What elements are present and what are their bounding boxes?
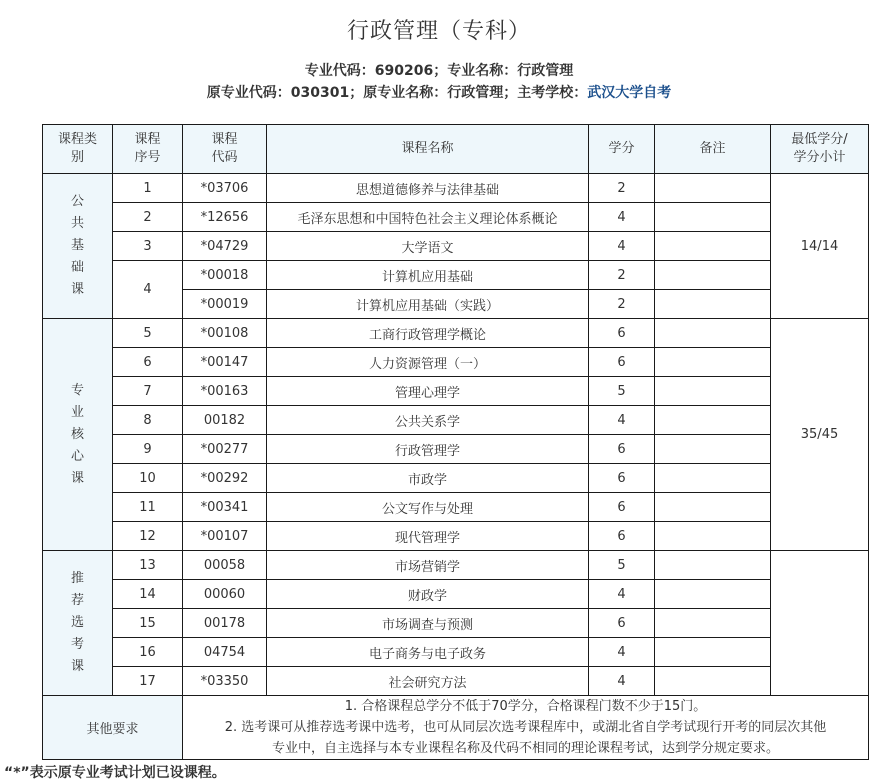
major-name-label: ；专业名称： [433,63,518,79]
original-code: 030301 [290,85,350,101]
group-subtotal: 14/14 [771,174,869,319]
table-row [43,261,869,290]
original-code-label: 原专业代码： [206,85,291,101]
course-remark [655,464,771,493]
group-subtotal [771,551,869,696]
course-remark [655,203,771,232]
course-name: 工商行政管理学概论 [267,319,589,348]
major-info-line [0,60,878,80]
separator: ； [503,85,518,101]
course-remark [655,638,771,667]
category-public-basic: 公 共 基 础 课 [43,174,113,319]
group-subtotal: 35/45 [771,319,869,551]
course-credit: 2 [589,174,655,203]
course-code: *00292 [183,464,267,493]
table-row [43,464,869,493]
page-title: 行政管理（专科） [346,19,531,44]
major-name: 行政管理 [517,63,574,79]
header-min-credit: 最低学分/ 学分小计 [771,125,869,174]
category-recommended-elective: 推 荐 选 考 课 [43,551,113,696]
table-row [43,551,869,580]
course-code: 00058 [183,551,267,580]
course-name: 毛泽东思想和中国特色社会主义理论体系概论 [267,203,589,232]
table-row [43,522,869,551]
course-credit: 6 [589,464,655,493]
course-remark [655,493,771,522]
course-remark [655,435,771,464]
course-code: 04754 [183,638,267,667]
table-row [43,638,869,667]
course-remark [655,377,771,406]
table-row [43,406,869,435]
course-code: *00147 [183,348,267,377]
course-code: 00178 [183,609,267,638]
course-seq: 3 [113,232,183,261]
course-code: *00163 [183,377,267,406]
course-name: 市场调查与预测 [267,609,589,638]
course-remark [655,232,771,261]
other-requirements-label: 其他要求 [43,696,183,760]
course-code: *00107 [183,522,267,551]
course-credit: 6 [589,522,655,551]
course-name: 大学语文 [267,232,589,261]
course-credit: 6 [589,609,655,638]
course-name: 公文写作与处理 [267,493,589,522]
course-code: *03706 [183,174,267,203]
course-seq: 14 [113,580,183,609]
course-remark [655,406,771,435]
course-seq: 8 [113,406,183,435]
course-credit: 4 [589,667,655,696]
table-row [43,435,869,464]
course-name: 现代管理学 [267,522,589,551]
course-code: 00060 [183,580,267,609]
header-category: 课程类 别 [43,125,113,174]
course-remark [655,319,771,348]
course-seq: 16 [113,638,183,667]
course-name: 市政学 [267,464,589,493]
course-credit: 6 [589,348,655,377]
table-row [43,580,869,609]
header-credit: 学分 [589,125,655,174]
course-remark [655,551,771,580]
course-credit: 5 [589,551,655,580]
course-name: 计算机应用基础 [267,261,589,290]
header-seq: 课程 序号 [113,125,183,174]
course-name: 计算机应用基础（实践） [267,290,589,319]
school-link[interactable]: 武汉大学自考 [587,85,672,101]
course-remark [655,522,771,551]
table-row [43,609,869,638]
original-name: 行政管理 [447,85,504,101]
course-seq: 15 [113,609,183,638]
course-credit: 4 [589,203,655,232]
course-remark [655,348,771,377]
header-name: 课程名称 [267,125,589,174]
header-code: 课程 代码 [183,125,267,174]
course-seq: 2 [113,203,183,232]
course-seq: 1 [113,174,183,203]
course-credit: 6 [589,435,655,464]
table-row [43,377,869,406]
course-credit: 6 [589,493,655,522]
course-seq: 17 [113,667,183,696]
course-name: 社会研究方法 [267,667,589,696]
requirement-line-3: 专业中，自主选择与本专业课程名称及代码不相同的理论课程考试，达到学分规定要求。 [271,741,779,756]
course-code: *12656 [183,203,267,232]
school-label: 主考学校： [517,85,588,101]
course-code: *03350 [183,667,267,696]
course-seq: 4 [113,261,183,319]
course-remark [655,580,771,609]
course-code: 00182 [183,406,267,435]
table-row [43,203,869,232]
course-remark [655,290,771,319]
requirement-line-2: 2. 选考课可从推荐选考课中选考，也可从同层次选考课程库中，或湖北省自学考试现行开考的同层次其他 [224,720,827,735]
course-seq: 7 [113,377,183,406]
course-code: *00018 [183,261,267,290]
course-seq: 10 [113,464,183,493]
course-remark [655,261,771,290]
course-name: 人力资源管理（一） [267,348,589,377]
course-seq: 5 [113,319,183,348]
course-seq: 6 [113,348,183,377]
course-name: 行政管理学 [267,435,589,464]
course-seq: 12 [113,522,183,551]
course-name: 电子商务与电子政务 [267,638,589,667]
other-requirements-row [43,696,869,760]
course-remark [655,609,771,638]
table-row [43,319,869,348]
course-remark [655,667,771,696]
table-row [43,232,869,261]
course-name: 公共关系学 [267,406,589,435]
table-row [43,667,869,696]
course-code: *00019 [183,290,267,319]
course-code: *04729 [183,232,267,261]
course-remark [655,174,771,203]
course-credit: 4 [589,232,655,261]
course-credit: 4 [589,638,655,667]
table-header-row [43,125,869,174]
course-credit: 4 [589,580,655,609]
course-name: 财政学 [267,580,589,609]
course-plan-table [42,124,869,760]
table-row [43,348,869,377]
major-code: 690206 [374,63,434,79]
course-seq: 9 [113,435,183,464]
table-row [43,493,869,522]
course-credit: 2 [589,290,655,319]
course-code: *00108 [183,319,267,348]
course-code: *00341 [183,493,267,522]
course-credit: 4 [589,406,655,435]
table-row [43,174,869,203]
original-major-info-line [0,82,878,102]
requirement-line-1: 1. 合格课程总学分不低于70学分，合格课程门数不少于15门。 [344,699,707,714]
course-name: 管理心理学 [267,377,589,406]
header-remark: 备注 [655,125,771,174]
course-name: 市场营销学 [267,551,589,580]
course-seq: 13 [113,551,183,580]
other-requirements-text [183,696,869,760]
footnote: “*”表示原专业考试计划已设课程。 [4,765,226,781]
course-credit: 5 [589,377,655,406]
course-credit: 6 [589,319,655,348]
original-name-label: ；原专业名称： [349,85,448,101]
course-seq: 11 [113,493,183,522]
course-credit: 2 [589,261,655,290]
category-major-core: 专 业 核 心 课 [43,319,113,551]
major-code-label: 专业代码： [304,63,375,79]
course-code: *00277 [183,435,267,464]
course-name: 思想道德修养与法律基础 [267,174,589,203]
